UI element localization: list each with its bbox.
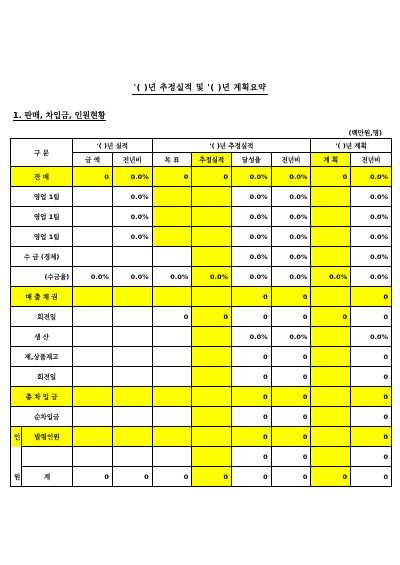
row-label: 총 차 입 금 [11, 387, 73, 407]
table-row [11, 187, 392, 207]
table-cell: 0.0% [232, 227, 272, 247]
row-indent [11, 367, 22, 387]
table-cell [112, 247, 152, 267]
table-cell [192, 227, 232, 247]
table-cell: 0.0% [232, 247, 272, 267]
table-cell: 0 [73, 167, 113, 187]
table-cell [112, 427, 152, 447]
table-cell: 0.0% [351, 187, 392, 207]
table-cell: 0 [351, 447, 392, 467]
table-cell: 0 [311, 167, 351, 187]
table-cell: 0 [271, 367, 311, 387]
table-row [11, 467, 392, 487]
table-cell: 0.0% [112, 207, 152, 227]
table-cell [152, 227, 192, 247]
table-cell [73, 187, 113, 207]
table-cell: 0.0% [232, 187, 272, 207]
table-cell: 0 [152, 467, 192, 487]
table-cell: 0 [112, 467, 152, 487]
header-estimate-group: '( )년 추정실적 [152, 139, 311, 153]
table-cell [311, 327, 351, 347]
row-label: 회전일 [21, 307, 73, 327]
table-cell: 0.0% [351, 167, 392, 187]
table-cell [152, 247, 192, 267]
table-cell [112, 347, 152, 367]
table-cell [311, 207, 351, 227]
table-row [11, 447, 392, 467]
summary-table [10, 138, 392, 487]
table-cell [152, 447, 192, 467]
table-cell: 0 [351, 407, 392, 427]
row-indent [11, 187, 22, 207]
table-cell: 0 [192, 307, 232, 327]
table-cell: 0 [232, 427, 272, 447]
table-cell: 0.0% [351, 327, 392, 347]
table-cell [192, 327, 232, 347]
table-cell: 0.0% [152, 267, 192, 287]
row-label: 잔 매 [11, 167, 73, 187]
unit-label: (백만원,명) [348, 129, 382, 137]
table-cell [112, 287, 152, 307]
header-col-target: 목 표 [152, 153, 192, 167]
table-row [11, 287, 392, 307]
table-cell [192, 447, 232, 467]
table-cell [192, 387, 232, 407]
table-cell [73, 247, 113, 267]
table-cell [112, 407, 152, 427]
table-cell [152, 427, 192, 447]
table-cell: 0.0% [232, 327, 272, 347]
table-cell: 0 [351, 387, 392, 407]
table-cell [311, 367, 351, 387]
table-cell [112, 327, 152, 347]
table-cell [73, 307, 113, 327]
row-label: 계 [21, 467, 73, 487]
table-cell: 0 [192, 167, 232, 187]
table-cell: 0 [271, 427, 311, 447]
table-cell [192, 207, 232, 227]
row-indent [11, 307, 22, 327]
table-cell [311, 187, 351, 207]
table-row [11, 307, 392, 327]
table-cell [192, 427, 232, 447]
table-cell: 0.0% [112, 167, 152, 187]
table-cell: 0 [271, 407, 311, 427]
table-cell [311, 387, 351, 407]
table-row [11, 427, 392, 447]
table-cell: 0.0% [271, 267, 311, 287]
table-row [11, 227, 392, 247]
section-heading [13, 110, 106, 121]
table-cell: 0 [271, 387, 311, 407]
row-indent [11, 207, 22, 227]
table-cell [152, 207, 192, 227]
row-label: 영업 1팀 [21, 207, 73, 227]
row-label: 순차입금 [21, 407, 73, 427]
table-cell [112, 307, 152, 327]
group-side-label: 원 [11, 467, 22, 487]
header-col-estimate: 추정실적 [192, 153, 232, 167]
table-cell [311, 247, 351, 267]
table-cell: 0 [271, 307, 311, 327]
table-cell: 0.0% [232, 267, 272, 287]
table-cell: 0 [271, 287, 311, 307]
table-cell: 0.0% [112, 187, 152, 207]
table-cell [73, 407, 113, 427]
table-cell: 0.0% [232, 207, 272, 227]
table-cell [192, 247, 232, 267]
table-cell [73, 207, 113, 227]
table-cell: 0 [351, 287, 392, 307]
table-cell: 0 [351, 467, 392, 487]
table-row [11, 267, 392, 287]
table-cell: 0.0% [271, 247, 311, 267]
table-cell [152, 367, 192, 387]
table-cell: 0 [311, 467, 351, 487]
table-cell: 0.0% [112, 267, 152, 287]
table-cell [152, 387, 192, 407]
table-cell [311, 407, 351, 427]
table-cell: 0 [152, 307, 192, 327]
table-cell [192, 407, 232, 427]
table-cell [112, 447, 152, 467]
table-cell [112, 387, 152, 407]
header-row-group [11, 139, 392, 153]
table-cell [311, 227, 351, 247]
table-cell: 0 [232, 407, 272, 427]
table-cell [152, 327, 192, 347]
table-cell: 0.0% [311, 267, 351, 287]
table-cell [112, 367, 152, 387]
table-cell [192, 347, 232, 367]
row-label: 회전일 [21, 367, 73, 387]
table-cell: 0.0% [271, 187, 311, 207]
table-cell: 0 [232, 307, 272, 327]
header-col-amount: 금 액 [73, 153, 113, 167]
table-cell: 0 [232, 367, 272, 387]
header-actual-group: '( )년 실적 [73, 139, 152, 153]
table-cell [152, 407, 192, 427]
row-label: 영업 1팀 [21, 187, 73, 207]
row-label [21, 447, 73, 467]
table-cell [73, 327, 113, 347]
row-label: 제,상품재고 [11, 347, 73, 367]
table-cell [311, 427, 351, 447]
row-label: (수금율) [21, 267, 73, 287]
header-col-yoy: 전년비 [351, 153, 392, 167]
table-cell: 0.0% [192, 267, 232, 287]
table-cell [73, 427, 113, 447]
table-cell: 0.0% [351, 247, 392, 267]
table-cell: 0.0% [73, 267, 113, 287]
table-cell: 0 [351, 427, 392, 447]
table-cell: 0 [232, 447, 272, 467]
table-cell [192, 187, 232, 207]
table-cell: 0 [192, 467, 232, 487]
table-row [11, 207, 392, 227]
table-row [11, 387, 392, 407]
table-cell: 0 [351, 367, 392, 387]
header-plan-group: '( )년 계획 [311, 139, 392, 153]
row-indent [11, 227, 22, 247]
table-cell: 0 [351, 347, 392, 367]
table-cell: 0.0% [232, 167, 272, 187]
header-col-achievement: 달성율 [232, 153, 272, 167]
table-row [11, 407, 392, 427]
table-row [11, 247, 392, 267]
table-cell: 0.0% [112, 227, 152, 247]
header-col-yoy: 전년비 [271, 153, 311, 167]
row-label: 발령인원 [21, 427, 73, 447]
group-side-label: 인 [11, 427, 22, 447]
table-cell: 0 [232, 387, 272, 407]
table-cell: 0 [73, 467, 113, 487]
table-cell [311, 447, 351, 467]
row-label: 생 산 [11, 327, 73, 347]
row-indent [11, 267, 22, 287]
table-cell [152, 187, 192, 207]
table-cell: 0.0% [271, 167, 311, 187]
table-cell [73, 447, 113, 467]
table-row [11, 367, 392, 387]
table-cell [73, 287, 113, 307]
table-cell: 0.0% [271, 227, 311, 247]
table-cell: 0 [351, 307, 392, 327]
row-label: 매 출 채 권 [11, 287, 73, 307]
header-col-yoy: 전년비 [112, 153, 152, 167]
table-cell [152, 347, 192, 367]
table-cell: 0 [232, 467, 272, 487]
group-side-label [11, 447, 22, 467]
table-cell: 0.0% [271, 327, 311, 347]
table-cell: 0 [152, 167, 192, 187]
table-cell [73, 367, 113, 387]
table-row [11, 167, 392, 187]
document-title [0, 82, 400, 95]
table-cell: 0.0% [271, 207, 311, 227]
table-cell [192, 367, 232, 387]
section-title-text: 1. 판매, 차입금, 인원현황 [13, 111, 106, 120]
table-row [11, 347, 392, 367]
table-cell [152, 287, 192, 307]
title-text: '( )년 추정실적 및 '( )년 계획요약 [132, 82, 269, 95]
table-cell: 0 [232, 287, 272, 307]
table-cell: 0 [271, 447, 311, 467]
table-cell [73, 387, 113, 407]
table-cell: 0 [232, 347, 272, 367]
header-gubun: 구 분 [11, 139, 73, 167]
table-cell: 0.0% [351, 227, 392, 247]
row-indent [11, 407, 22, 427]
table-cell: 0 [311, 307, 351, 327]
row-label: 영업 1팀 [21, 227, 73, 247]
table-cell [73, 347, 113, 367]
table-cell [192, 287, 232, 307]
table-cell: 0.0% [351, 207, 392, 227]
table-cell [73, 227, 113, 247]
table-cell [311, 347, 351, 367]
table-cell: 0.0% [351, 267, 392, 287]
table-cell: 0 [271, 347, 311, 367]
row-label: 수 금 (경제) [11, 247, 73, 267]
table-row [11, 327, 392, 347]
header-col-plan: 계 획 [311, 153, 351, 167]
table-cell [311, 287, 351, 307]
table-cell: 0 [271, 467, 311, 487]
